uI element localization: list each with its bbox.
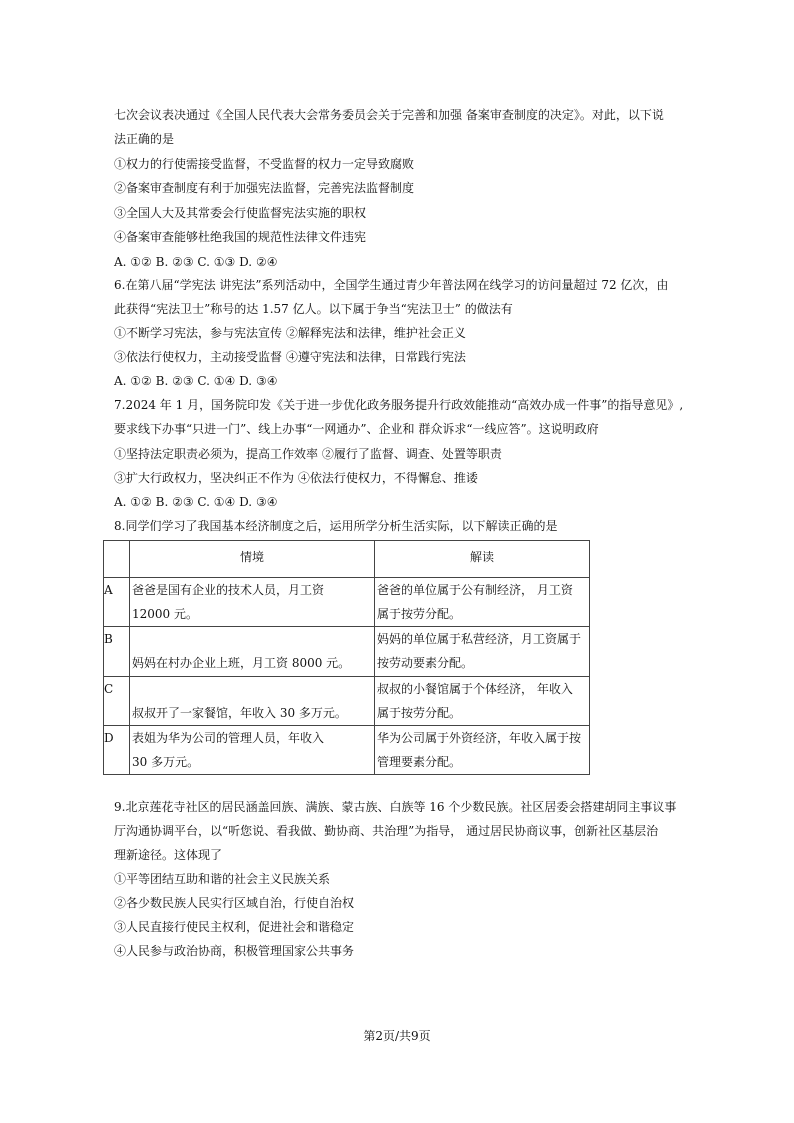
q5-option-1: ①权力的行使需接受监督，不受监督的权力一定导致腐败	[114, 157, 415, 171]
q6-options-row-1: ①不断学习宪法，参与宪法宣传 ②解释宪法和法律，维护社会正义	[114, 326, 466, 340]
q6-stem-line-2: 此获得“宪法卫士”称号的达 1.57 亿人。以下属于争当“宪法卫士” 的做法有	[114, 302, 513, 316]
table-row-divider	[103, 676, 590, 677]
interpretation-text: 属于按劳分配。	[377, 607, 462, 621]
q7-options-row-1: ①坚持法定职责必须为，提高工作效率 ②履行了监督、调查、处置等职责	[114, 447, 502, 461]
q5-answer-choices: A. ①② B. ②③ C. ①③ D. ②④	[114, 255, 278, 269]
situation-text: 妈妈在村办企业上班，月工资 8000 元。	[132, 656, 351, 670]
interpretation-text: 爸爸的单位属于公有制经济， 月工资	[377, 583, 573, 597]
row-label: A	[104, 583, 113, 597]
situation-text: 爸爸是国有企业的技术人员，月工资	[132, 583, 325, 597]
interpretation-text: 管理要素分配。	[377, 755, 462, 769]
q6-stem-line-1: 6.在第八届“学宪法 讲宪法”系列活动中，全国学生通过青少年普法网在线学习的访问量超过 72 亿次，由	[114, 278, 669, 292]
interpretation-text: 华为公司属于外资经济，年收入属于按	[377, 731, 582, 745]
table-row-divider	[103, 626, 590, 627]
interpretation-text: 叔叔的小餐馆属于个体经济， 年收入	[377, 682, 573, 696]
table-header-interpretation: 解读	[469, 550, 494, 564]
table-border-right	[589, 540, 590, 775]
q9-stem-line-3: 理新途径。这体现了	[114, 848, 223, 862]
table-header-situation: 情境	[239, 550, 264, 564]
page-number-footer: 第2页/共9页	[363, 1029, 431, 1043]
table-column-divider	[129, 540, 130, 775]
q9-option-2: ②各少数民族人民实行区域自治，行使自治权	[114, 896, 355, 910]
table-border-bottom	[103, 774, 590, 775]
interpretation-text: 按劳动要素分配。	[377, 656, 474, 670]
q6-options-row-2: ③依法行使权力，主动接受监督 ④遵守宪法和法律，日常践行宪法	[114, 350, 466, 364]
q9-stem-line-1: 9.北京莲花寺社区的居民涵盖回族、满族、蒙古族、白族等 16 个少数民族。社区居委会搭建胡同主事议事	[114, 800, 677, 814]
q9-option-3: ③人民直接行使民主权利，促进社会和谐稳定	[114, 920, 355, 934]
situation-text: 30 多万元。	[132, 755, 200, 769]
q8-stem: 8.同学们学习了我国基本经济制度之后，运用所学分析生活实际，以下解读正确的是	[114, 519, 558, 533]
row-label: C	[104, 682, 114, 696]
q5-option-2: ②备案审查制度有利于加强宪法监督，完善宪法监督制度	[114, 181, 415, 195]
q7-options-row-2: ③扩大行政权力，坚决纠正不作为 ④依法行使权力，不得懈怠、推诿	[114, 471, 478, 485]
interpretation-text: 妈妈的单位属于私营经济，月工资属于	[377, 632, 582, 646]
q9-option-4: ④人民参与政治协商，积极管理国家公共事务	[114, 944, 355, 958]
q7-stem-line-1: 7.2024 年 1 月，国务院印发《关于进一步优化政务服务提升行政效能推动“高效办成一件事”的指导意见》,	[114, 398, 684, 412]
q7-stem-line-2: 要求线下办事“只进一门”、线上办事“一网通办”、企业和 群众诉求“一线应答”。这说明政府	[114, 422, 599, 436]
row-label: D	[104, 731, 114, 745]
table-column-divider	[374, 540, 375, 775]
q5-stem-line-1: 七次会议表决通过《全国人民代表大会常务委员会关于完善和加强 备案审查制度的决定》。对此，以下说	[114, 108, 664, 122]
q7-answer-choices: A. ①② B. ②③ C. ①④ D. ③④	[114, 495, 278, 509]
table-border-top	[103, 540, 590, 541]
q5-option-3: ③全国人大及其常委会行使监督宪法实施的职权	[114, 206, 367, 220]
q9-stem-line-2: 厅沟通协调平台，以“听您说、看我做、勤协商、共治理”为指导， 通过居民协商议事，创新社区基层治	[114, 824, 659, 838]
situation-text: 12000 元。	[132, 607, 198, 621]
q5-stem-line-2: 法正确的是	[114, 132, 175, 146]
interpretation-text: 属于按劳分配。	[377, 706, 462, 720]
q5-option-4: ④备案审查能够杜绝我国的规范性法律文件违宪	[114, 230, 367, 244]
table-row-divider	[103, 577, 590, 578]
q6-answer-choices: A. ①② B. ②③ C. ①④ D. ③④	[114, 374, 278, 388]
situation-text: 叔叔开了一家餐馆，年收入 30 多万元。	[132, 706, 347, 720]
table-row-divider	[103, 725, 590, 726]
q9-option-1: ①平等团结互助和谐的社会主义民族关系	[114, 872, 331, 886]
row-label: B	[104, 632, 113, 646]
situation-text: 表姐为华为公司的管理人员，年收入	[132, 731, 325, 745]
